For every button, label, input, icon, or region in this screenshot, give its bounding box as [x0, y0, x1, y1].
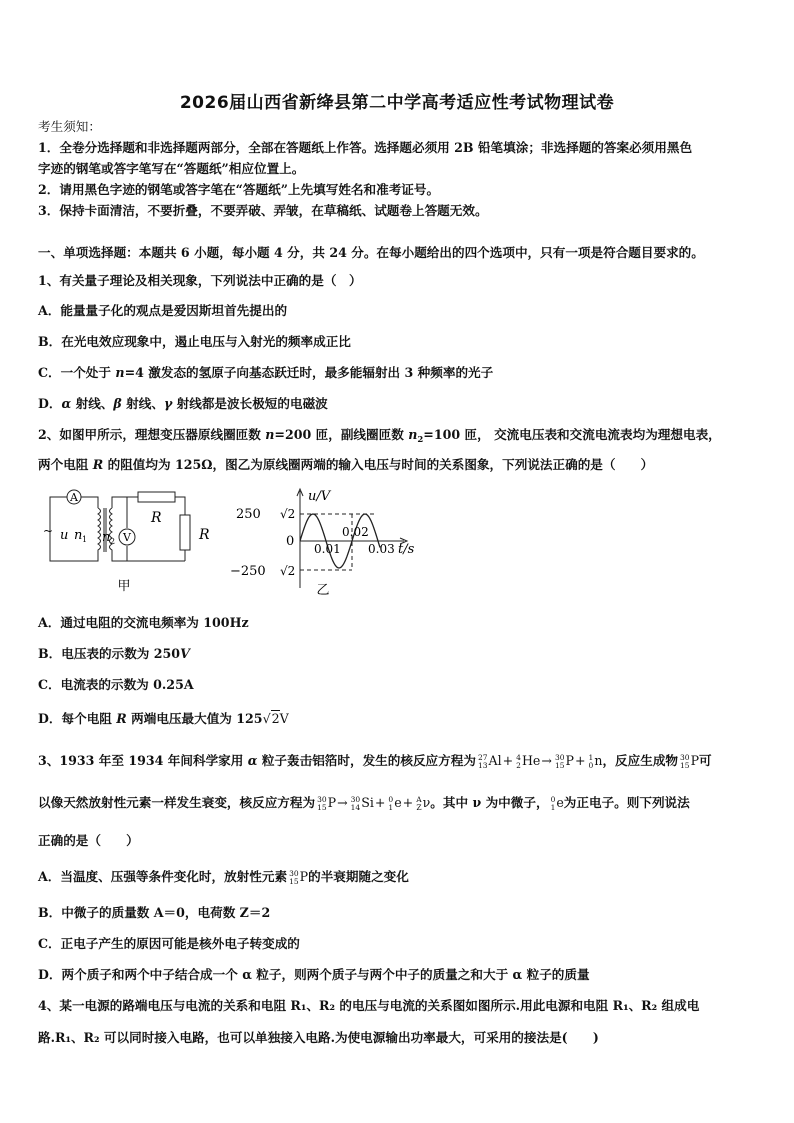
- resistor-1-label: R: [151, 510, 162, 526]
- nuclide-symbol: 30 15 P: [289, 868, 309, 886]
- q4-stem-line1: 4、某一电源的路端电压与电流的关系和电阻 R₁、R₂ 的电压与电流的关系图如图所示.用此电源和电阻 R₁、R₂ 组成电: [38, 998, 700, 1013]
- q4-stem-line2: 路.R₁、R₂ 可以同时接入电路，也可以单独接入电路.为使电源输出功率最大，可采用的接法是( ): [38, 1030, 599, 1045]
- q2-circuit-figure: [38, 486, 224, 594]
- nuclide-symbol: 27 13 Al: [477, 752, 502, 770]
- nuclide-symbol: 30 15 P: [554, 752, 574, 770]
- q3-stem-line2: 以像天然放射性元素一样发生衰变，核反应方程为 30 15 P→ 30 14 Si+ 0 1 e+ A Z ν。其中 ν 为中微子， 0 1 e为正电子。则下列说法: [38, 794, 690, 812]
- n1-sub: 1: [82, 535, 88, 544]
- reaction-equation-1: 27 13 Al+ 4 2 He→ 30 15 P+ 1 0 n: [477, 752, 603, 770]
- q2-stem-line1: 2、如图甲所示，理想变压器原线圈匝数 n=200 匝，副线圈匝数 $n_2=100$ 匝， 交流电压表和交流电流表均为理想电表，: [38, 427, 721, 445]
- nuclide-symbol: 0 1 e: [550, 794, 564, 812]
- q2-option-a: A．通过电阻的交流电频率为 100Hz: [38, 615, 249, 630]
- t1-label: 0.01: [314, 542, 341, 556]
- nuclide-symbol: 30 15 P: [680, 752, 700, 770]
- positron-nuclide: [549, 795, 564, 810]
- resistor-2-label: R: [199, 527, 210, 543]
- ymin-label: −250: [230, 564, 266, 579]
- n2-sub: 2: [110, 537, 116, 546]
- svg-text:√2: √2: [280, 507, 296, 521]
- q1-option-a: A．能量量子化的观点是爱因斯坦首先提出的: [38, 303, 288, 318]
- q3-stem-line1: 3、1933 年至 1934 年间科学家用 α 粒子轰击铝箔时，发生的核反应方程为 27 13 Al+ 4 2 He→ 30 15 P+ 1 0 n，反应生成物 30 15 P可: [38, 752, 712, 770]
- ymin-sqrt: 2: [287, 564, 296, 578]
- u-label: u: [60, 528, 69, 543]
- nuclide-symbol: 0 1 e: [388, 794, 402, 812]
- x-axis-label: t/s: [398, 542, 415, 557]
- phosphorus-nuclide: [287, 869, 308, 884]
- svg-text:u/V: [308, 489, 332, 504]
- figure-a-caption: 甲: [117, 579, 131, 594]
- n1-label: n: [74, 528, 83, 543]
- origin-label: 0: [286, 534, 295, 549]
- notice-item-2: 2．请用黑色字迹的钢笔或答字笔在“答题纸”上先填写姓名和准考证号。: [38, 182, 440, 197]
- q2-option-d: D．每个电阻 R 两端电压最大值为 125√2V: [38, 711, 289, 726]
- notice-item-1-cont: 字迹的钢笔或答字笔写在“答题纸”相应位置上。: [38, 161, 305, 176]
- ammeter-label: A: [70, 491, 78, 504]
- t2-label: 0.02: [342, 525, 369, 539]
- ymax-sqrt: 2: [287, 507, 296, 521]
- q1-option-d: D．α 射线、β 射线、γ 射线都是波长极短的电磁波: [38, 396, 328, 411]
- ymax-label: 250: [236, 507, 261, 522]
- q3-stem-line3: 正确的是（ ）: [38, 833, 139, 848]
- figure-b-caption: 乙: [316, 583, 330, 598]
- y-axis-label: u/V: [308, 489, 331, 504]
- nuclide-symbol: 1 0 n: [588, 752, 603, 770]
- nuclide-symbol: 30 15 P: [317, 794, 337, 812]
- page-title: 2026届山西省新绛县第二中学高考适应性考试物理试卷: [179, 93, 615, 113]
- nuclide-symbol: A Z ν: [416, 794, 431, 812]
- q3-option-b: B．中微子的质量数 A＝0，电荷数 Z＝2: [38, 905, 271, 920]
- ac-source-symbol: ~: [43, 524, 54, 538]
- q2-option-b: B．电压表的示数为 250V: [38, 646, 190, 661]
- notice-heading: 考生须知：: [38, 119, 101, 134]
- n2-label: n: [102, 530, 111, 545]
- phosphorus-nuclide: [678, 753, 699, 768]
- q2-stem-line2: 两个电阻 R 的阻值均为 125Ω，图乙为原线圈两端的输入电压与时间的关系图象，下列说法正确的是（ ）: [38, 457, 654, 472]
- t3-label: 0.03: [368, 542, 395, 556]
- nuclide-symbol: 30 14 Si: [350, 794, 374, 812]
- voltmeter-label: V: [123, 531, 131, 544]
- notice-item-1: 1．全卷分选择题和非选择题两部分，全部在答题纸上作答。选择题必须用 2B 铅笔填涂；非选择题的答案必须用黑色: [38, 140, 693, 155]
- nuclide-symbol: 4 2 He: [516, 752, 541, 770]
- section-heading: 一、单项选择题：本题共 6 小题，每小题 4 分，共 24 分。在每小题给出的四个选项中，只有一项是符合题目要求的。: [38, 245, 704, 260]
- q1-option-c: C．一个处于 n=4 激发态的氢原子向基态跃迁时，最多能辐射出 3 种频率的光子: [38, 365, 494, 380]
- svg-text:√2: √2: [280, 564, 296, 578]
- q3-option-d: D．两个质子和两个中子结合成一个 α 粒子，则两个质子与两个中子的质量之和大于 α 粒子的质量: [38, 967, 590, 982]
- q1-stem: 1、有关量子理论及相关现象，下列说法中正确的是（ ）: [38, 273, 362, 288]
- reaction-equation-2: 30 15 P→ 30 14 Si+ 0 1 e+ A Z ν: [317, 794, 431, 812]
- q3-option-a: A．当温度、压强等条件变化时，放射性元素 30 15 P的半衰期随之变化: [38, 868, 409, 886]
- q3-option-c: C．正电子产生的原因可能是核外电子转变成的: [38, 936, 300, 951]
- q1-option-b: B．在光电效应现象中，遏止电压与入射光的频率成正比: [38, 334, 351, 349]
- q2-option-c: C．电流表的示数为 0.25A: [38, 677, 194, 692]
- notice-item-3: 3．保持卡面清洁，不要折叠，不要弄破、弄皱，在草稿纸、试题卷上答题无效。: [38, 203, 488, 218]
- q2-voltage-graph: [228, 486, 428, 598]
